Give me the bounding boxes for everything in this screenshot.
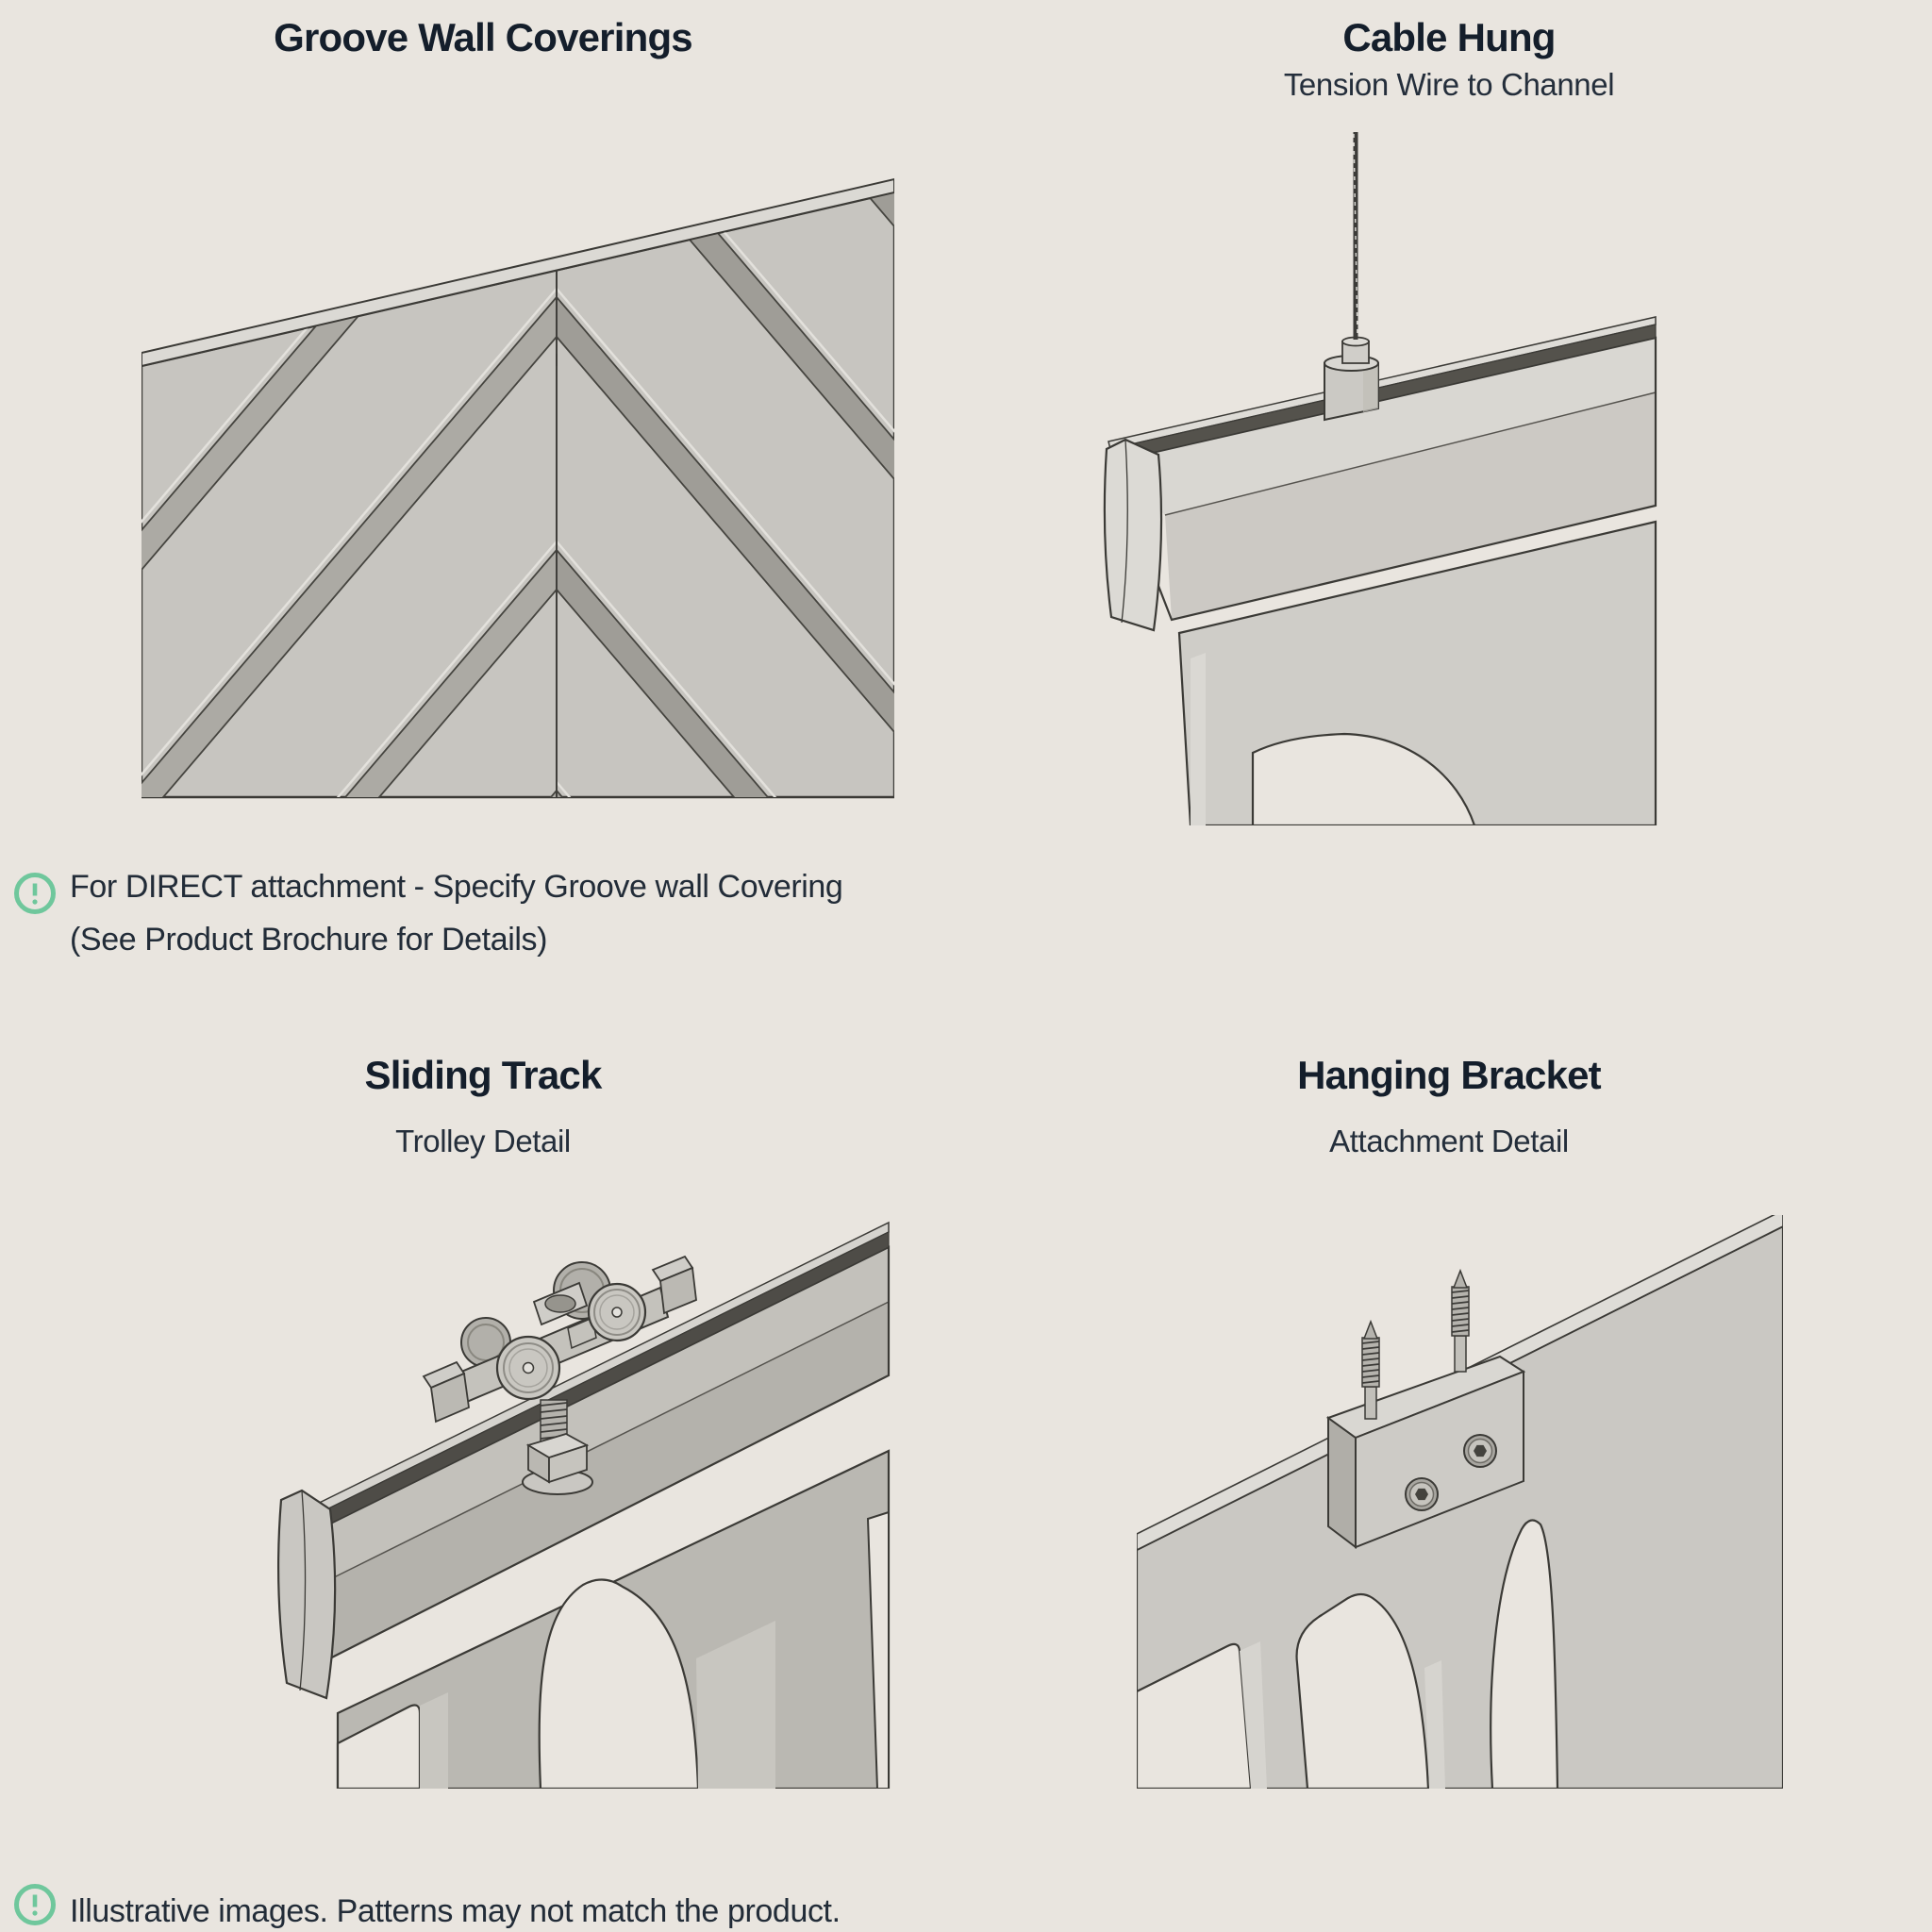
chevron-panel-drawing: [142, 140, 894, 800]
bracket-left-flange: [1328, 1418, 1356, 1547]
trolley-nut: [523, 1434, 592, 1494]
direct-attachment-note-line1: For DIRECT attachment - Specify Groove wall Covering: [70, 869, 843, 905]
hanging-bracket-illustration: [1137, 1215, 1783, 1789]
panel-face: [142, 192, 894, 797]
panel-leg-side-face: [1191, 653, 1206, 825]
lag-screw: [1362, 1322, 1379, 1419]
direct-attachment-note: [70, 860, 947, 966]
hanging-bracket-subtitle: Attachment Detail: [1329, 1124, 1569, 1158]
groove-wall-coverings-illustration: [142, 140, 894, 800]
sliding-track-drawing: [255, 1215, 891, 1789]
socket-bolt: [1464, 1435, 1496, 1467]
sliding-track-title: Sliding Track: [364, 1053, 602, 1097]
left-leg-side-face: [420, 1692, 448, 1789]
alert-circle-icon: [13, 1883, 57, 1926]
cable-hung-illustration: [1099, 130, 1665, 825]
cable-hung-subtitle: Tension Wire to Channel: [1283, 67, 1615, 102]
alert-circle-icon: [13, 872, 57, 915]
cable-hung-drawing: [1099, 130, 1665, 825]
lag-screw: [1452, 1271, 1469, 1372]
direct-attachment-note-line2: (See Product Brochure for Details): [70, 922, 548, 958]
socket-bolt: [1406, 1478, 1438, 1510]
groove-wall-coverings-title: Groove Wall Coverings: [274, 15, 692, 59]
sliding-track-subtitle: Trolley Detail: [395, 1124, 571, 1158]
track-end-cap: [278, 1491, 335, 1698]
channel-end-cap: [1105, 440, 1161, 630]
hanging-bracket-drawing: [1137, 1215, 1783, 1789]
sliding-track-illustration: [255, 1215, 891, 1789]
hanging-bracket-title: Hanging Bracket: [1297, 1053, 1601, 1097]
illustrative-images-note: Illustrative images. Patterns may not match the product.: [70, 1893, 841, 1929]
cable-hung-title: Cable Hung: [1342, 15, 1556, 59]
